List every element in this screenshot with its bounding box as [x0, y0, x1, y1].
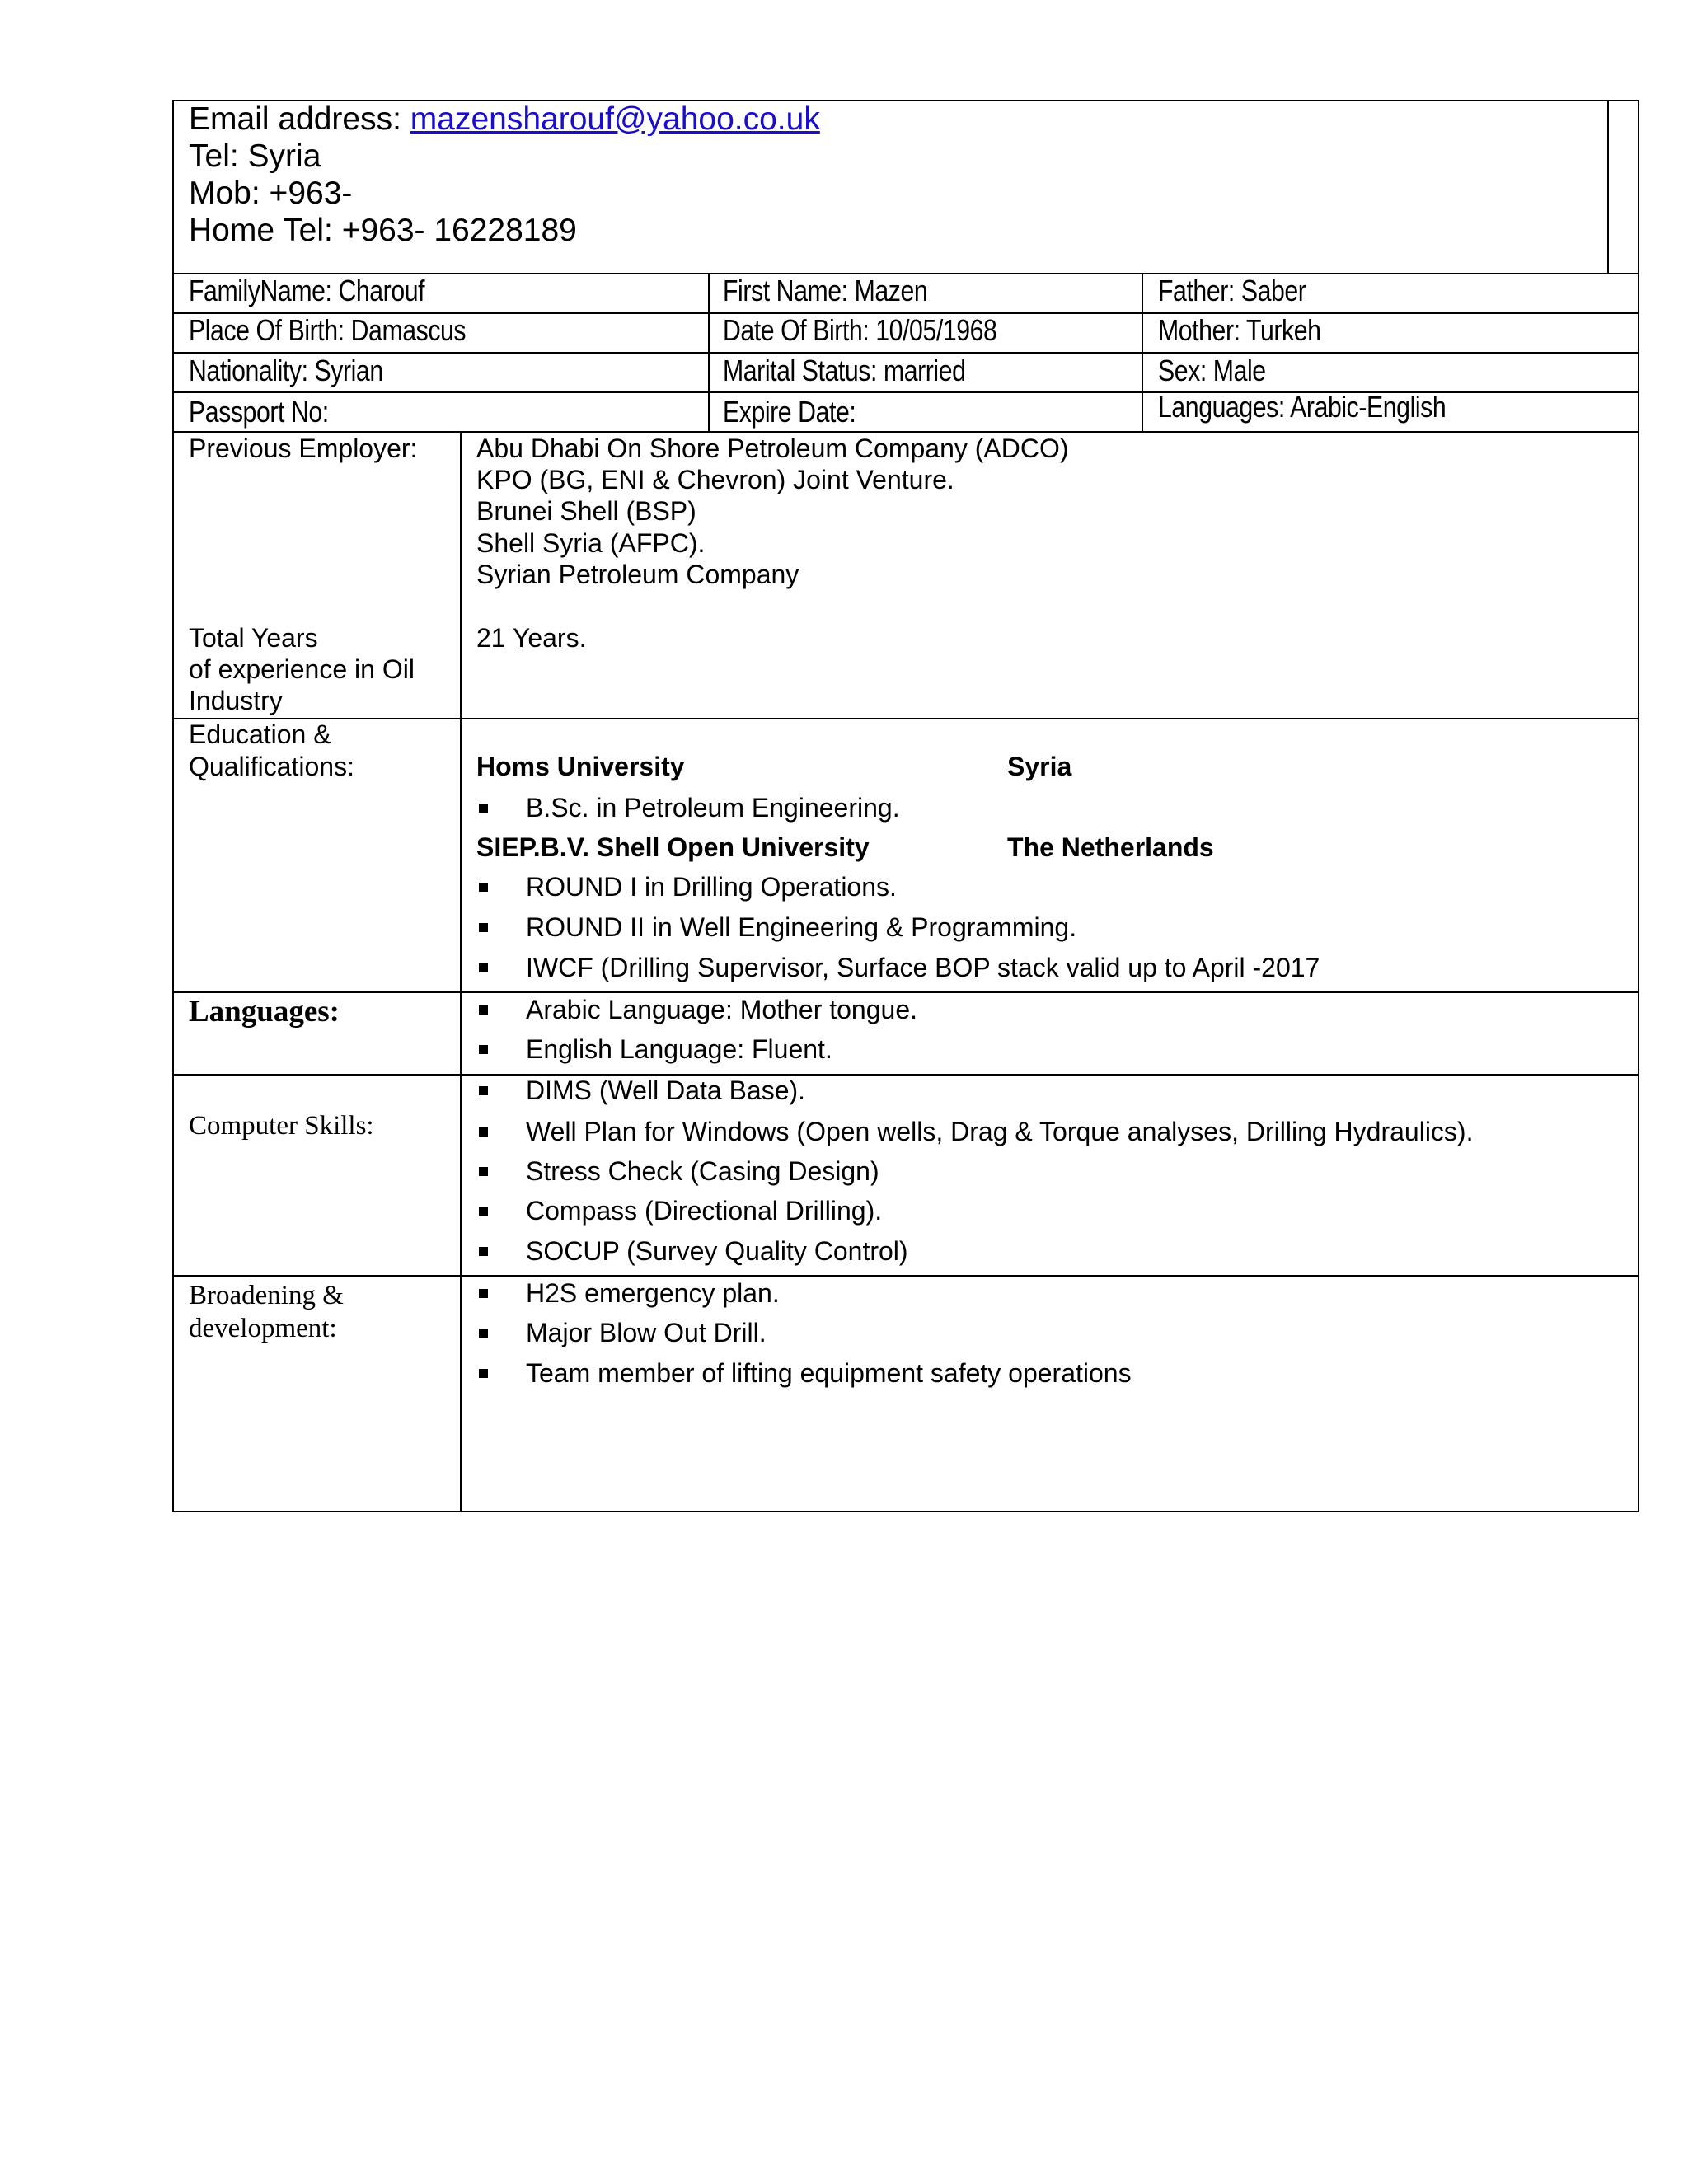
divider-education: [172, 991, 1639, 993]
employer-item: Brunei Shell (BSP): [476, 496, 696, 526]
bullet-icon: [479, 1045, 488, 1054]
mother-name: Mother: Turkeh: [1158, 313, 1321, 347]
skill-item: Stress Check (Casing Design): [526, 1156, 879, 1186]
contact-right-divider: [1607, 100, 1609, 274]
education-label-line: Qualifications:: [189, 752, 354, 781]
language-item: English Language: Fluent.: [526, 1034, 832, 1064]
bullet-icon: [479, 804, 488, 813]
bullet-icon: [479, 1329, 488, 1338]
bullet-icon: [479, 1247, 488, 1256]
personal-languages: Languages: Arabic-English: [1158, 390, 1447, 424]
email-row: [189, 101, 820, 138]
first-name: First Name: Mazen: [723, 274, 928, 307]
qualification-item: IWCF (Drilling Supervisor, Surface BOP stack valid up to April -2017: [526, 953, 1320, 982]
employer-item: Shell Syria (AFPC).: [476, 528, 706, 558]
bullet-icon: [479, 1005, 488, 1015]
skill-item: SOCUP (Survey Quality Control): [526, 1236, 908, 1266]
institution-name: SIEP.B.V. Shell Open University: [476, 832, 870, 862]
bullet-icon: [479, 1207, 488, 1216]
expire-date: Expire Date:: [723, 395, 856, 429]
father-name: Father: Saber: [1158, 274, 1306, 307]
education-label-line: Education &: [189, 719, 331, 749]
bullet-icon: [479, 963, 488, 972]
employer-item: Abu Dhabi On Shore Petroleum Company (ADCO): [476, 434, 1069, 463]
institution-country: The Netherlands: [1007, 832, 1214, 862]
total-years-value: 21 Years.: [476, 623, 587, 653]
qualification-item: ROUND I in Drilling Operations.: [526, 872, 897, 902]
skill-item: DIMS (Well Data Base).: [526, 1076, 806, 1105]
family-name: FamilyName: Charouf: [189, 274, 425, 307]
bullet-icon: [479, 1369, 488, 1378]
institution-name: Homs University: [476, 752, 685, 781]
broadening-item: Team member of lifting equipment safety operations: [526, 1358, 1132, 1388]
broadening-item: H2S emergency plan.: [526, 1278, 780, 1308]
employer-item: KPO (BG, ENI & Chevron) Joint Venture.: [476, 465, 954, 494]
broadening-label-line: development:: [189, 1314, 337, 1343]
total-years-label-line: of experience in Oil: [189, 654, 415, 684]
date-of-birth: Date Of Birth: 10/05/1968: [723, 313, 997, 347]
tel-text: Tel: Syria: [189, 138, 321, 174]
employer-item: Syrian Petroleum Company: [476, 560, 799, 589]
divider-employment: [172, 718, 1639, 719]
bullet-icon: [479, 883, 488, 892]
bullet-icon: [479, 923, 488, 932]
previous-employer-label: Previous Employer:: [189, 434, 418, 463]
divider-languages: [172, 1074, 1639, 1076]
place-of-birth: Place Of Birth: Damascus: [189, 313, 467, 347]
languages-label: Languages:: [189, 995, 340, 1029]
home-tel-text: Home Tel: +963- 16228189: [189, 213, 577, 248]
email-link[interactable]: mazensharouf@yahoo.co.uk: [410, 101, 820, 137]
marital-status: Marital Status: married: [723, 354, 966, 387]
skill-item: Well Plan for Windows (Open wells, Drag & Torque analyses, Drilling Hydraulics).: [526, 1117, 1474, 1146]
qualification-item: B.Sc. in Petroleum Engineering.: [526, 793, 900, 823]
email-label: Email address:: [189, 101, 401, 137]
total-years-label-line: Industry: [189, 686, 283, 715]
personal-col-divider-1: [708, 273, 710, 432]
nationality: Nationality: Syrian: [189, 354, 383, 387]
skill-item: Compass (Directional Drilling).: [526, 1196, 883, 1226]
bullet-icon: [479, 1127, 488, 1137]
personal-col-divider-2: [1142, 273, 1143, 432]
broadening-label-line: Broadening &: [189, 1281, 344, 1310]
bullet-icon: [479, 1086, 488, 1095]
total-years-label-line: Total Years: [189, 623, 318, 653]
divider-computer: [172, 1275, 1639, 1277]
qualification-item: ROUND II in Well Engineering & Programming.: [526, 912, 1077, 942]
broadening-item: Major Blow Out Drill.: [526, 1318, 767, 1347]
language-item: Arabic Language: Mother tongue.: [526, 995, 917, 1024]
passport-no: Passport No:: [189, 395, 329, 429]
mob-text: Mob: +963-: [189, 176, 353, 211]
sex: Sex: Male: [1158, 354, 1266, 387]
bullet-icon: [479, 1167, 488, 1176]
bullet-icon: [479, 1289, 488, 1298]
label-col-divider: [460, 431, 462, 1512]
computer-skills-label: Computer Skills:: [189, 1111, 374, 1141]
institution-country: Syria: [1007, 752, 1072, 781]
